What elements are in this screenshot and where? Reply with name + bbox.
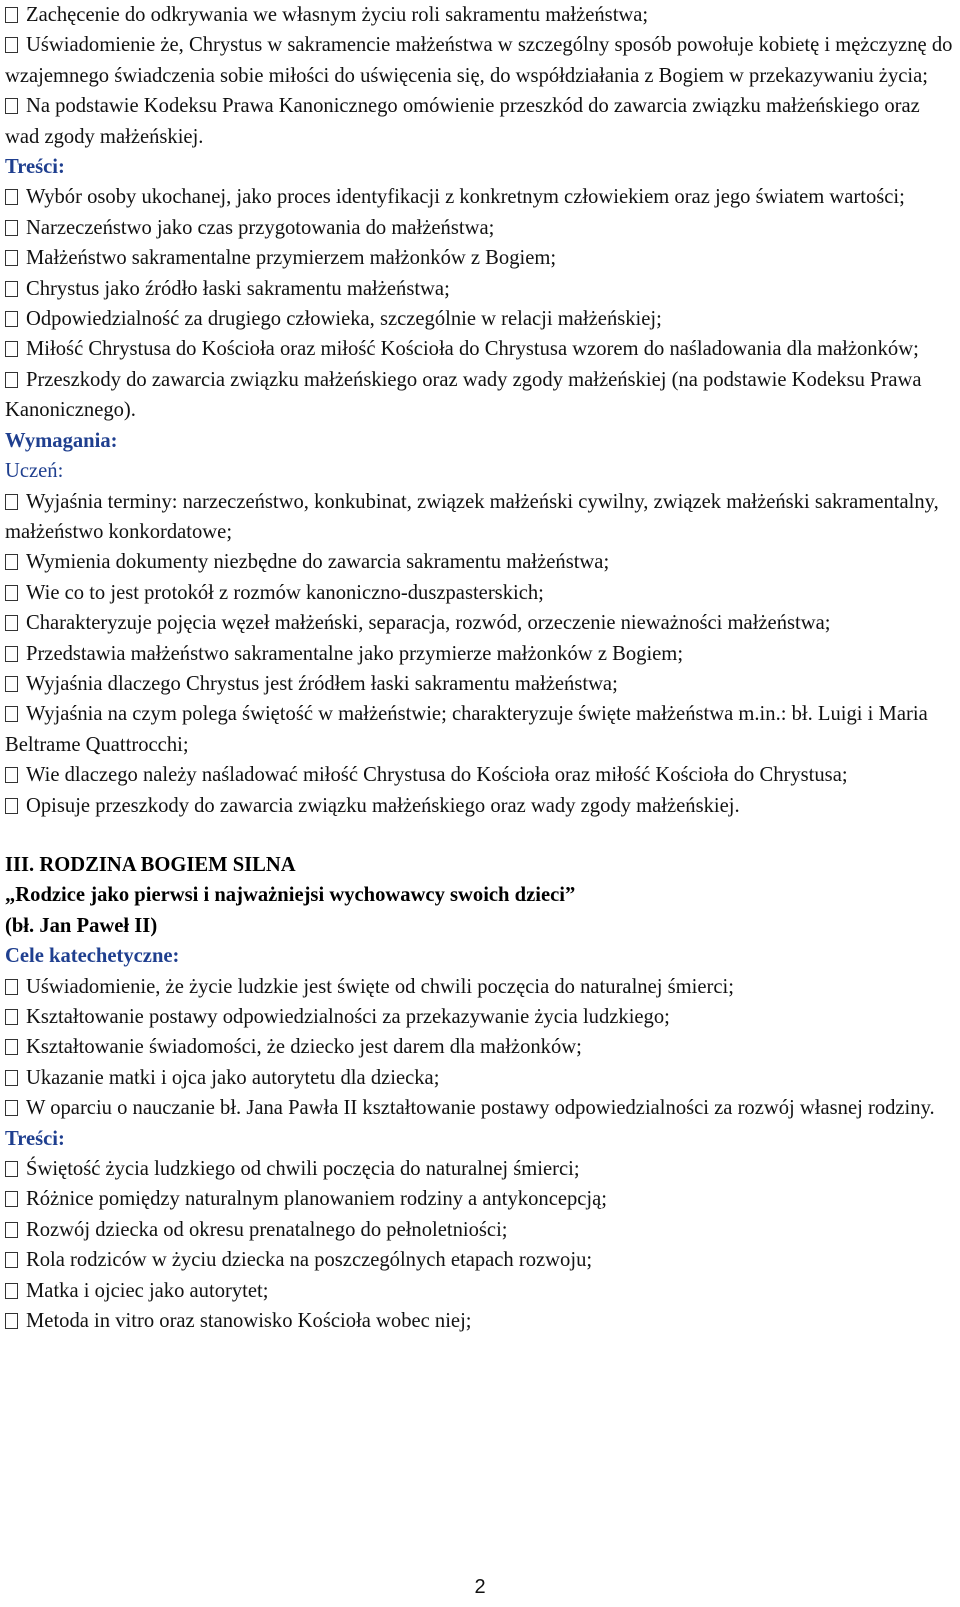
square-bullet-icon xyxy=(5,311,18,327)
section-spacer xyxy=(5,821,955,850)
square-bullet-icon xyxy=(5,220,18,236)
section-author: (bł. Jan Paweł II) xyxy=(5,914,158,937)
square-bullet-icon xyxy=(5,341,18,357)
document-page xyxy=(5,0,955,1336)
square-bullet-icon xyxy=(5,494,18,510)
square-bullet-icon xyxy=(5,250,18,266)
list-item: Przedstawia małżeństwo sakramentalne jako przymierze małżonków z Bogiem; xyxy=(5,639,955,669)
list-item: Metoda in vitro oraz stanowisko Kościoła wobec niej; xyxy=(5,1306,955,1336)
list-item: W oparciu o nauczanie bł. Jana Pawła II kształtowanie postawy odpowiedzialności za rozwój własnej rodziny. xyxy=(5,1093,955,1123)
square-bullet-icon xyxy=(5,1313,18,1329)
square-bullet-icon xyxy=(5,706,18,722)
list-item: Zachęcenie do odkrywania we własnym życiu roli sakramentu małżeństwa; xyxy=(5,0,955,30)
list-item: Charakteryzuje pojęcia węzeł małżeński, separacja, rozwód, orzeczenie nieważności małżeństwa; xyxy=(5,608,955,638)
tresci-heading-2: Treści: xyxy=(5,1127,65,1150)
list-item: Rola rodziców w życiu dziecka na poszczególnych etapach rozwoju; xyxy=(5,1245,955,1275)
square-bullet-icon xyxy=(5,676,18,692)
list-item: Wyjaśnia terminy: narzeczeństwo, konkubinat, związek małżeński cywilny, związek małżeński sakramentalny, małżeństwo konkordatowe; xyxy=(5,490,939,543)
page-number: 2 xyxy=(474,1576,486,1598)
section-title: III. RODZINA BOGIEM SILNA xyxy=(5,853,296,876)
square-bullet-icon xyxy=(5,979,18,995)
list-item: Różnice pomiędzy naturalnym planowaniem rodziny a antykoncepcją; xyxy=(5,1184,955,1214)
square-bullet-icon xyxy=(5,1161,18,1177)
list-item: Opisuje przeszkody do zawarcia związku małżeńskiego oraz wady zgody małżeńskiej. xyxy=(5,791,955,821)
square-bullet-icon xyxy=(5,615,18,631)
tresci-list-2 xyxy=(5,1154,955,1336)
square-bullet-icon xyxy=(5,1191,18,1207)
square-bullet-icon xyxy=(5,1222,18,1238)
list-item: Świętość życia ludzkiego od chwili poczęcia do naturalnej śmierci; xyxy=(5,1154,955,1184)
square-bullet-icon xyxy=(5,372,18,388)
square-bullet-icon xyxy=(5,37,18,53)
cele-list xyxy=(5,972,955,1124)
tresci-heading: Treści: xyxy=(5,156,65,179)
list-item: Narzeczeństwo jako czas przygotowania do małżeństwa; xyxy=(5,213,955,243)
cele-heading: Cele katechetyczne: xyxy=(5,945,180,968)
list-item: Wybór osoby ukochanej, jako proces identyfikacji z konkretnym człowiekiem oraz jego światem wartości; xyxy=(5,182,955,212)
square-bullet-icon xyxy=(5,767,18,783)
square-bullet-icon xyxy=(5,1100,18,1116)
list-item: Ukazanie matki i ojca jako autorytetu dla dziecka; xyxy=(5,1063,955,1093)
square-bullet-icon xyxy=(5,1070,18,1086)
list-item: Przeszkody do zawarcia związku małżeńskiego oraz wady zgody małżeńskiej (na podstawie Kodeksu Prawa Kanonicznego). xyxy=(5,368,922,422)
square-bullet-icon xyxy=(5,1283,18,1299)
list-item: Wyjaśnia dlaczego Chrystus jest źródłem łaski sakramentu małżeństwa; xyxy=(5,669,955,699)
intro-list xyxy=(5,0,955,152)
list-item: Matka i ojciec jako autorytet; xyxy=(5,1276,955,1306)
square-bullet-icon xyxy=(5,98,18,114)
list-item: Uświadomienie że, Chrystus w sakramencie małżeństwa w szczególny sposób powołuje kobietę i mężczyznę do wzajemnego świadczenia sobie miłości do uświęcenia się, do współdziałania z Bogiem w przekazywaniu życia; xyxy=(5,34,953,87)
square-bullet-icon xyxy=(5,646,18,662)
square-bullet-icon xyxy=(5,1252,18,1268)
section-quote: „Rodzice jako pierwsi i najważniejsi wychowawcy swoich dzieci” xyxy=(5,884,576,907)
square-bullet-icon xyxy=(5,798,18,814)
square-bullet-icon xyxy=(5,1009,18,1025)
square-bullet-icon xyxy=(5,281,18,297)
list-item: Wymienia dokumenty niezbędne do zawarcia sakramentu małżeństwa; xyxy=(5,547,955,577)
tresci-list xyxy=(5,182,955,425)
list-item: Na podstawie Kodeksu Prawa Kanonicznego omówienie przeszkód do zawarcia związku małżeńskiego oraz wad zgody małżeńskiej. xyxy=(5,95,920,148)
uczen-label: Uczeń: xyxy=(5,460,64,483)
list-item: Rozwój dziecka od okresu prenatalnego do pełnoletniości; xyxy=(5,1215,955,1245)
square-bullet-icon xyxy=(5,554,18,570)
wymagania-heading: Wymagania: xyxy=(5,429,118,452)
square-bullet-icon xyxy=(5,1039,18,1055)
list-item: Odpowiedzialność za drugiego człowieka, szczególnie w relacji małżeńskiej; xyxy=(5,304,955,334)
list-item: Wie co to jest protokół z rozmów kanoniczno-duszpasterskich; xyxy=(5,578,955,608)
list-item: Kształtowanie świadomości, że dziecko jest darem dla małżonków; xyxy=(5,1032,955,1062)
square-bullet-icon xyxy=(5,585,18,601)
list-item: Uświadomienie, że życie ludzkie jest święte od chwili poczęcia do naturalnej śmierci; xyxy=(5,972,955,1002)
list-item: Wie dlaczego należy naśladować miłość Chrystusa do Kościoła oraz miłość Kościoła do Chrystusa; xyxy=(5,760,955,790)
list-item: Wyjaśnia na czym polega świętość w małżeństwie; charakteryzuje święte małżeństwa m.in.: bł. Luigi i Maria Beltrame Quattrocchi; xyxy=(5,703,928,756)
list-item: Chrystus jako źródło łaski sakramentu małżeństwa; xyxy=(5,274,955,304)
list-item: Miłość Chrystusa do Kościoła oraz miłość Kościoła do Chrystusa wzorem do naśladowania dla małżonków; xyxy=(5,334,955,364)
list-item: Małżeństwo sakramentalne przymierzem małżonków z Bogiem; xyxy=(5,243,955,273)
list-item: Kształtowanie postawy odpowiedzialności za przekazywanie życia ludzkiego; xyxy=(5,1002,955,1032)
square-bullet-icon xyxy=(5,7,18,23)
square-bullet-icon xyxy=(5,189,18,205)
wymagania-list xyxy=(5,487,955,821)
